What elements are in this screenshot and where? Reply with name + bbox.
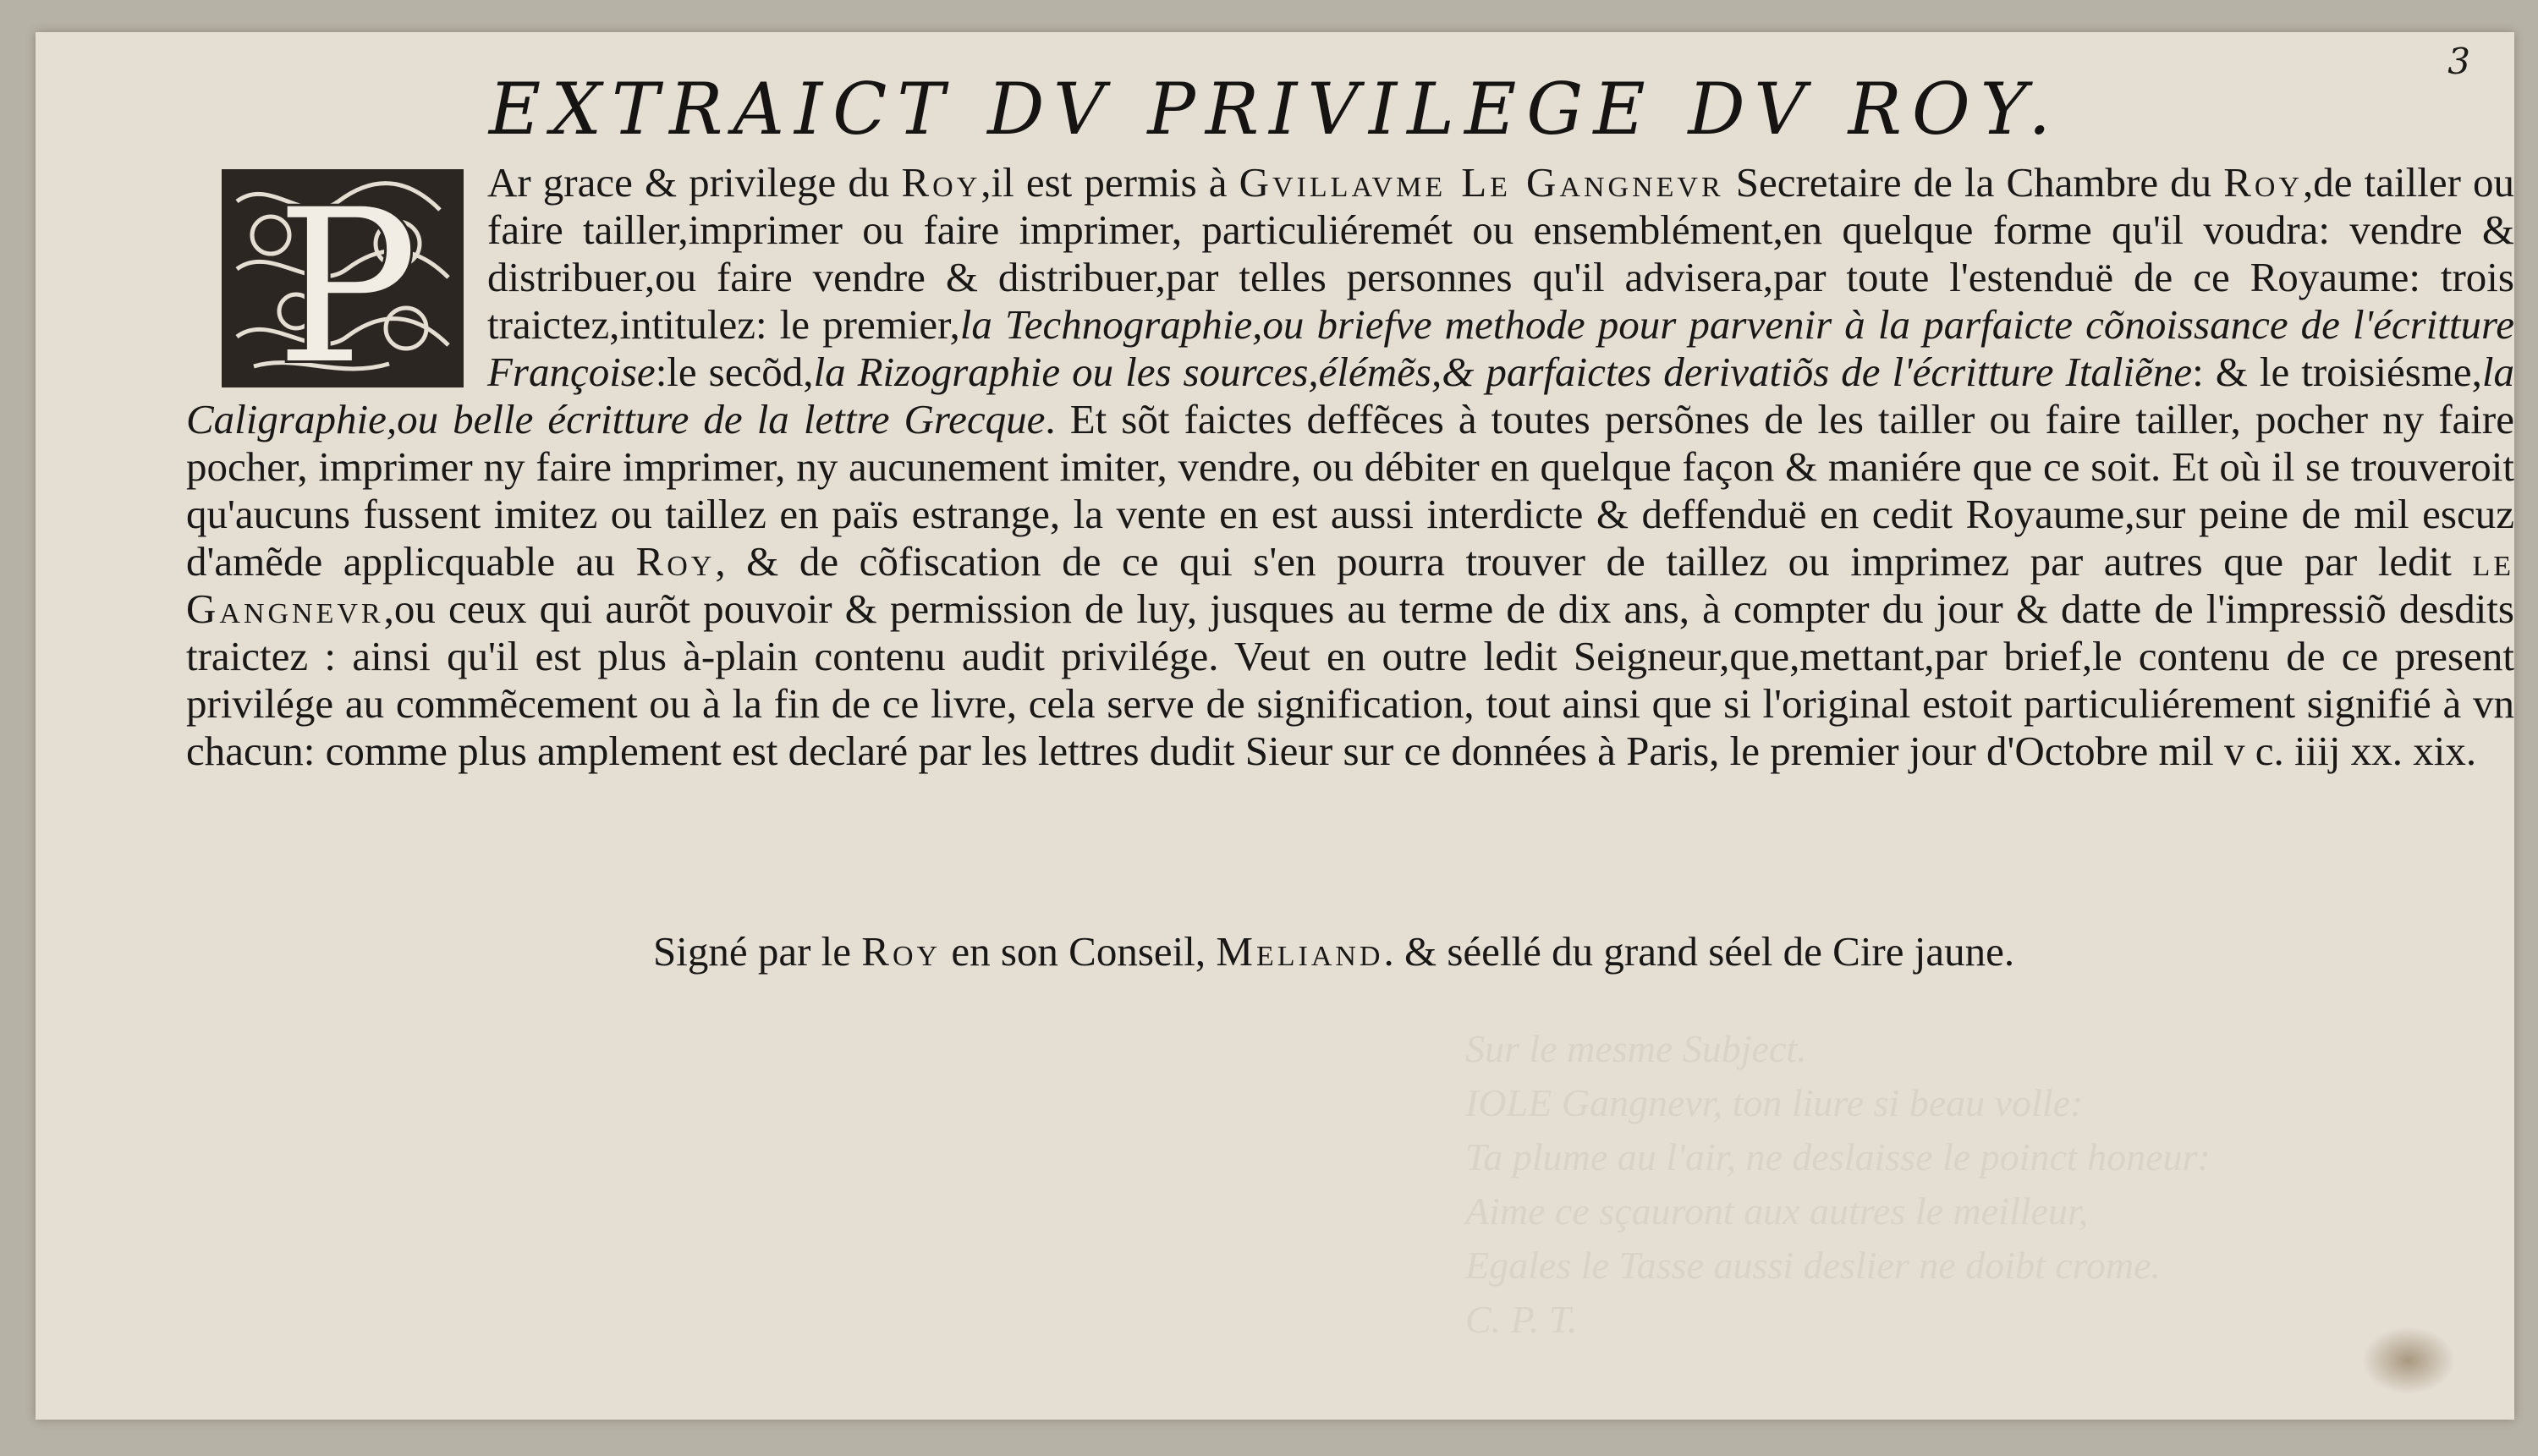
page-number: 3 — [2447, 41, 2470, 82]
bleed-through-text — [1465, 1022, 2211, 1347]
page-title: EXTRAICT DV PRIVILEGE DV ROY. — [488, 68, 2062, 151]
bleed-through-line: Sur le mesme Subject. — [1465, 1027, 1807, 1070]
document-page — [36, 32, 2514, 1420]
bleed-through-line: C. P. T. — [1465, 1298, 1578, 1341]
ornamental-initial-p — [220, 168, 465, 389]
text-segment-roy: Roy — [901, 159, 981, 206]
bleed-through-line: IOLE Gangnevr, ton liure si beau volle: — [1465, 1081, 2084, 1124]
signature-segment: Signé par le — [653, 928, 862, 975]
text-segment: . Et sõt faictes deffẽces à toutes persõnes de les tailler ou faire tailler, pocher ny faire pocher, imprimer ny faire imprimer, ny aucunement imiter, vendre, ou débiter en quelque façon & maniére que ce soit. Et où il se trouveroit qu'aucuns fussent imitez ou taillez en païs estrange, la vente en est aussi interdicte & deffenduë en cedit Royaume,sur peine de mil escuz d'amẽde applicquable au — [186, 396, 2514, 585]
signature-line — [653, 927, 2014, 975]
text-segment-italic-title: la Technographie,ou briefve methode pour parvenir à la parfaicte cõnoissance de l'écritture Françoise — [487, 301, 2515, 395]
text-segment-name: le Gangnevr — [186, 538, 2514, 632]
text-segment-italic-title: la Rizographie ou les sources,élémẽs,& parfaictes derivatiõs de l'écritture Italiẽne — [813, 349, 2193, 395]
initial-letter: P — [275, 168, 419, 389]
text-segment-italic-title: la Caligraphie,ou belle écritture de la lettre Grecque — [186, 349, 2515, 442]
paper-stain — [2362, 1327, 2455, 1394]
text-segment: Ar grace & privilege du — [487, 159, 902, 206]
signature-name: Meliand — [1216, 928, 1384, 975]
text-segment: ,de tailler ou faire tailler,imprimer ou faire imprimer, particuliéremét ou ensemblément,en quelque forme qu'il voudra: vendre & distribuer,ou faire vendre & distribuer,par telles personnes qu'il advisera,par toute l'estenduë de ce Royaume: trois traictez,intitulez: le premier, — [487, 159, 2514, 348]
text-segment-name: Gvillavme Le Gangnevr — [1239, 159, 1724, 206]
text-segment: Secretaire de la Chambre du — [1723, 159, 2224, 206]
signature-segment: . & séellé du grand séel de Cire jaune. — [1383, 928, 2015, 975]
text-segment: ,il est permis à — [981, 159, 1239, 206]
text-segment: , & de cõfiscation de ce qui s'en pourra trouver de taillez ou imprimez par autres que par ledit — [715, 538, 2473, 585]
privilege-text — [186, 159, 2514, 775]
text-segment-roy: Roy — [2223, 159, 2304, 206]
bleed-through-line: Egales le Tasse aussi deslier ne doibt crome. — [1465, 1244, 2161, 1287]
bleed-through-line: Ta plume au l'air, ne deslaisse le poinct honeur: — [1465, 1135, 2211, 1179]
text-segment: : & le troisiésme, — [2192, 349, 2482, 395]
signature-segment: en son Conseil, — [941, 928, 1217, 975]
text-segment: :le secõd, — [655, 349, 814, 395]
bleed-through-line: Aime ce sçauront aux autres le meilleur, — [1465, 1190, 2089, 1233]
text-segment-roy: Roy — [635, 538, 716, 585]
signature-roy: Roy — [861, 928, 942, 975]
text-segment: ,ou ceux qui aurõt pouvoir & permission de luy, jusques au terme de dix ans, à compter du jour & datte de l'impressiõ desdits traictez : ainsi qu'il est plus à-plain contenu audit privilége. Veut en outre ledit Seigneur,que,mettant,par brief,le contenu de ce present privilége au commẽcement ou à la fin de ce livre, cela serve de signification, tout ainsi que si l'original estoit particuliérement signifié à vn chacun: comme plus amplement est declaré par les lettres dudit Sieur sur ce données à Paris, le premier jour d'Octobre mil v c. iiij xx. xix. — [186, 585, 2514, 774]
